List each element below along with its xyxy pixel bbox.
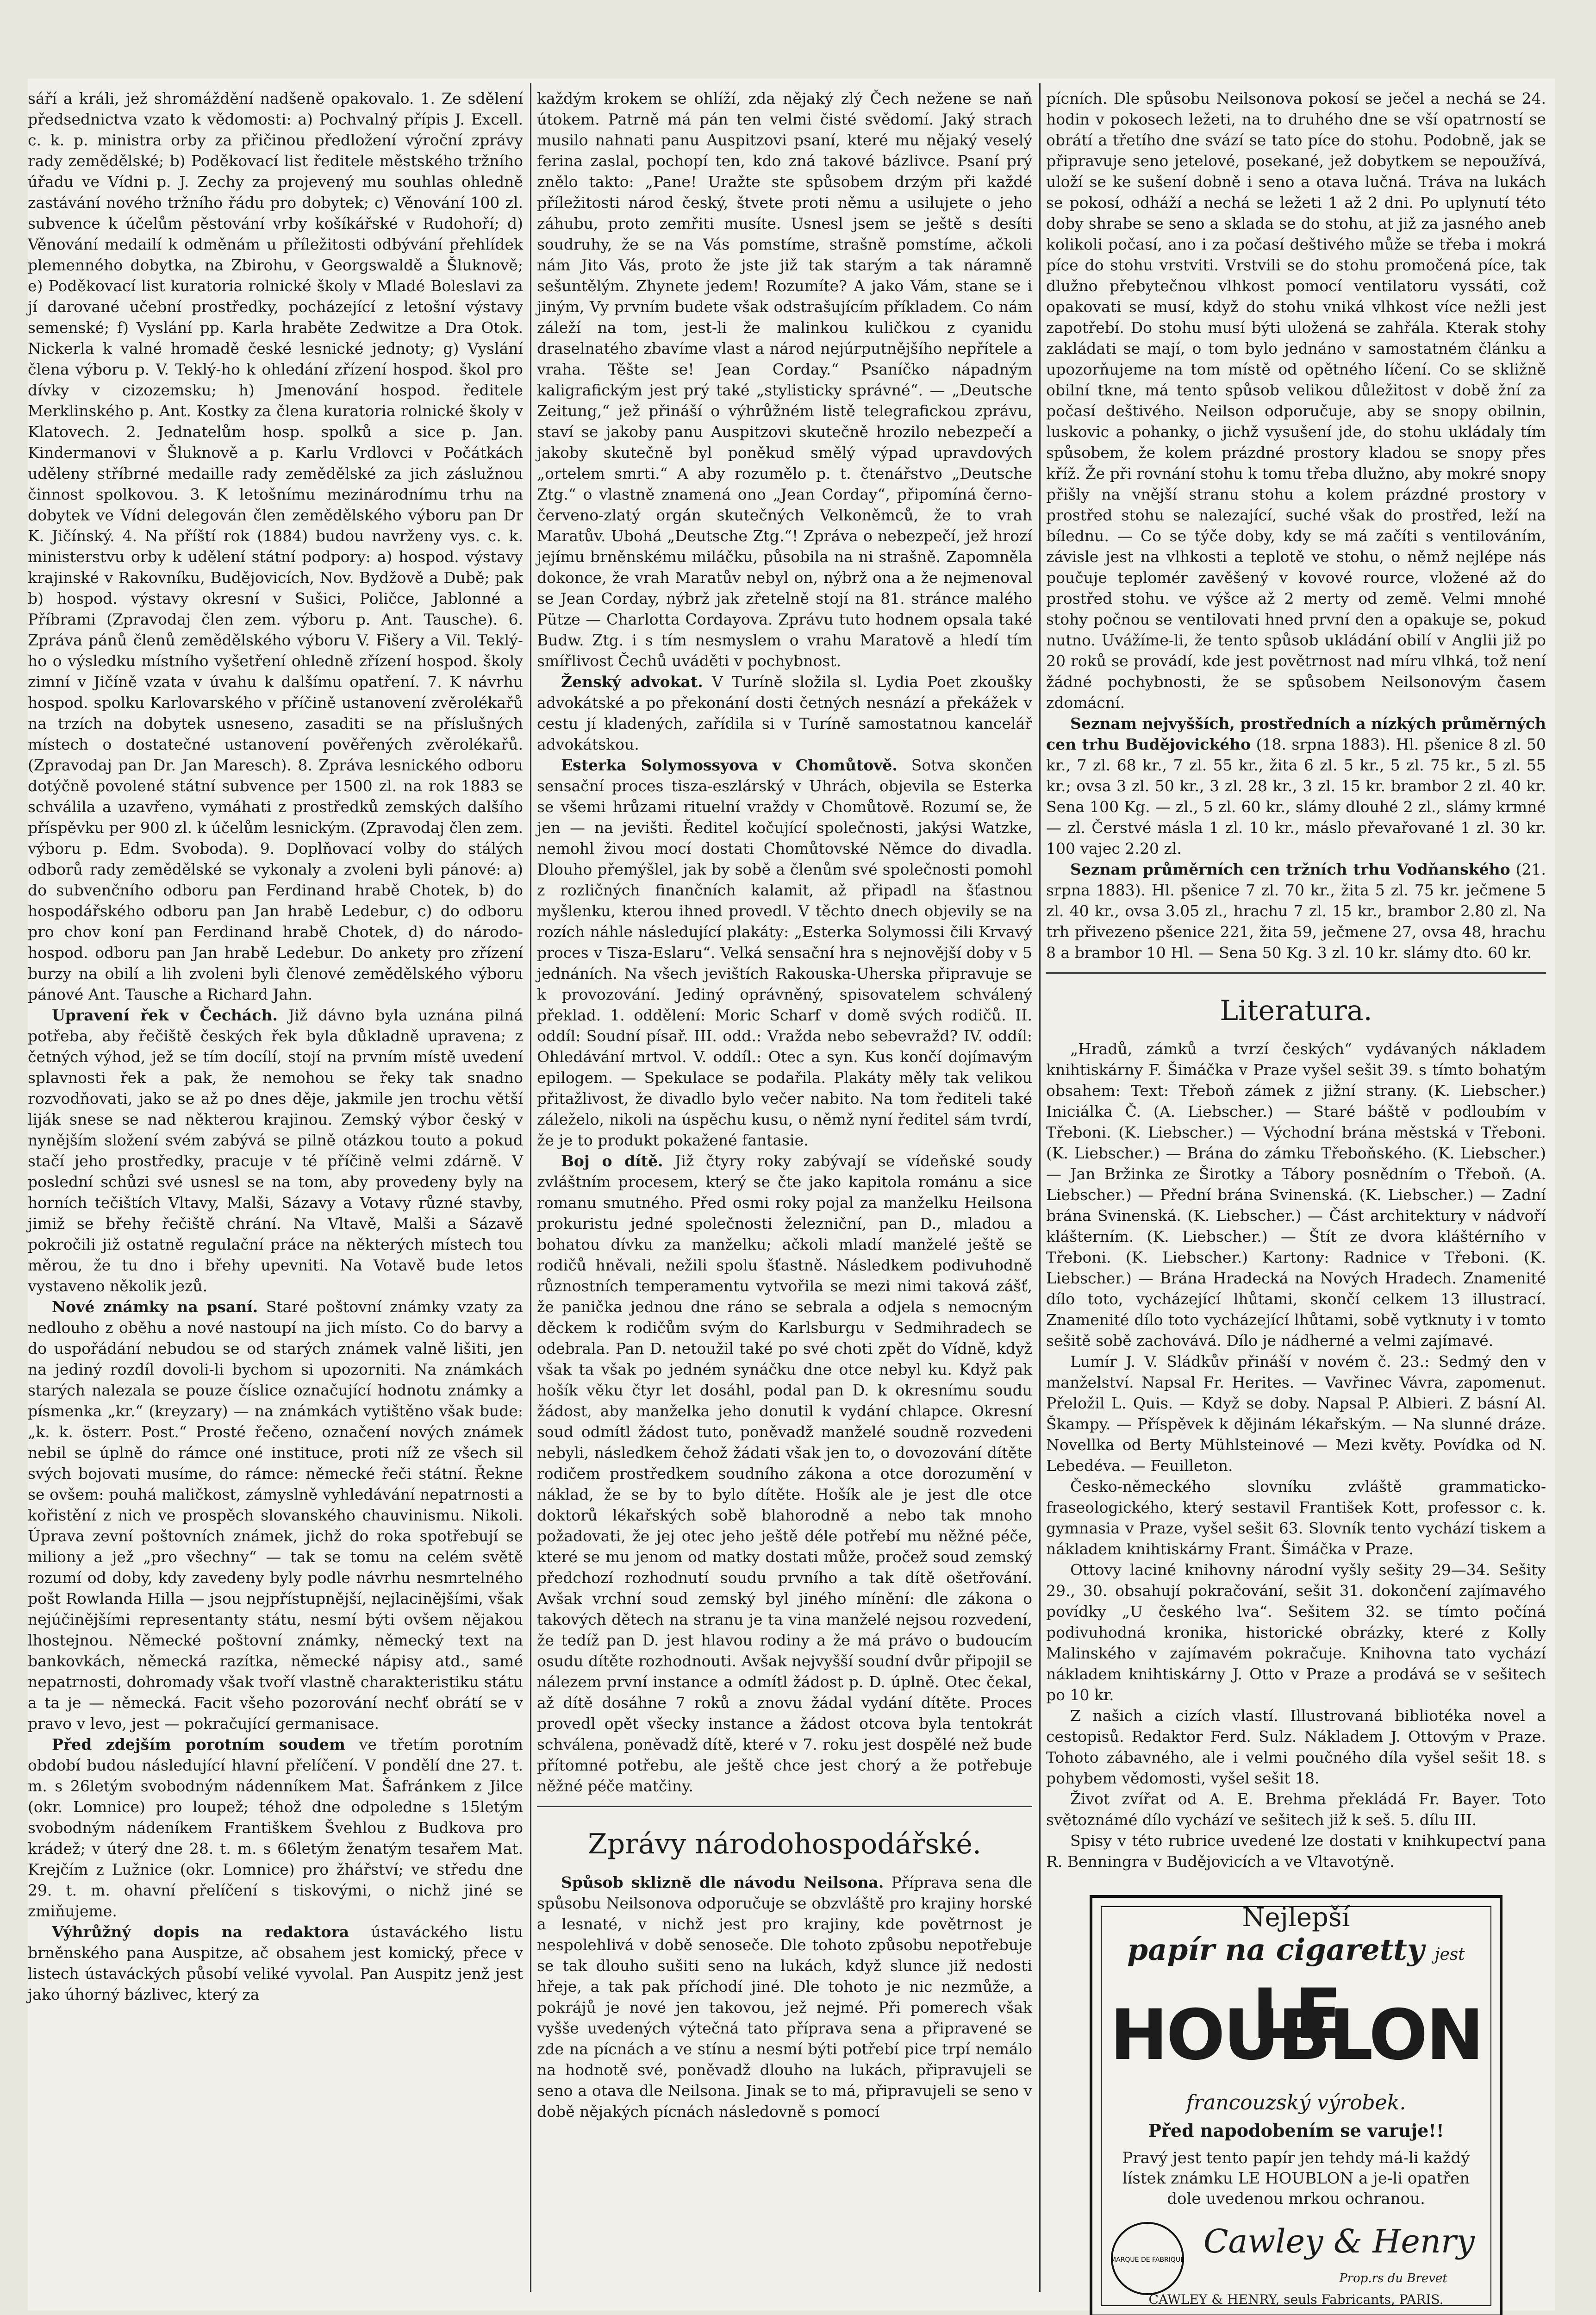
article-heading: Spůsob skliznĕ dle návodu Neilsona.	[561, 1873, 884, 1891]
article-heading: Seznam průměrních cen tržních trhu Vodňanského	[1070, 860, 1510, 878]
column-rule	[530, 83, 531, 2292]
article-text: sáří a králi, jež shromáždění nadšeně opakovalo. 1. Ze sdělení předsednictva vzato k vědomosti: a) Pochvalný přípis J. Excell. c. k. p. ministra orby za přičinou předložení výroční zprávy rady zemědělské; b) Poděkovací list ředitele městského tržního úřadu ve Vídni p. J. Zechy za projevený mu souhlas ohledně zastávání nového tržního řádu pro dobytek; c) Věnování 100 zl. subvence k účelům pěstování vrby košíkářské v Rudohoří; d) Věnování medailí k odměnám u příležitosti odbývání přehlídek plemenného dobytka, na Zbirohu, v Georgswaldě a Šluknově; e) Poděkovací list kuratoria rolnické školy v Mladé Boleslavi za jí darované učební prostředky, pocházející z letošní výstavy semenské; f) Vyslání pp. Karla hraběte Zedwitze a Dra Otok. Nickerla k valné hromadě české lesnické jednoty; g) Vyslání člena výboru p. V. Teklý-ho k ohledání zřízení hospod. škol pro dívky v cizozemsku; h) Jmenování hospod. ředitele Merklinského p. Ant. Kostky za člena kuratoria rolnické školy v Klatovech. 2. Jednatelům hosp. spolků a sice p. Jan. Kindermanovi v Šluknově a p. Karlu Vrdlovci v Počátkách uděleny stříbrné medaille rady zemědělské za jich záslužnou činnost spolkovou. 3. K letošnímu mezinárodnímu trhu na dobytek ve Vídni delegován člen zemědělského výboru pan Dr K. Jičínský. 4. Na příští rok (1884) budou navrženy vys. c. k. ministerstvu orby k udělení státní podpory: a) hospod. výstavy krajinské v Rakovníku, Budějovicích, Nov. Bydžově a Dubě; pak b) hospod. výstavy okresní v Sušici, Poličce, Jablonné a Příbrami (Zpravodaj člen zem. výboru p. Ant. Tausche). 6. Zpráva pánů členů zemědělského výboru V. Fišery a Vil. Teklý-ho o výsledku místního vyšetření ohledně zřízení hospod. školy zimní v Jičíně vzata v úvahu k dalšímu opatření. 7. K návrhu hospod. spolku Karlovarského v příčině ustanovení zvěrolékařů na trzích na dobytek usneseno, zasaditi se na příslušných místech o dostatečné ustanovení pověřených zvěrolékařů. (Zpravodaj pan Dr. Jan Maresch). 8. Zpráva lesnického odboru dotýčně povolené státní subvence per 1500 zl. na rok 1883 se schválila a uzavřeno, vymáhati z prostředků zemských dalšího příspěvku per 900 zl. k účelům lesnickým. (Zpravodaj člen zem. výboru p. Edm. Svoboda). 9. Doplňovací volby do stálých odborů rady zemědělské se vykonaly a zvoleni byli pánové: a) do subvenčního odboru pan Ferdinand hrabě Chotek, b) do hospodářského odboru pan Jan hrabě Ledebur, c) do odboru pro chov koní pan Ferdinand hrabě Chotek, d) do národo-hospod. odboru pan Jan hrabě Ledebur. Do ankety pro zřízení burzy na obilí a lih zvoleni byli členové zemědělského výboru pánové Ant. Tausche a Richard Jahn.	[28, 89, 523, 1003]
article-heading: Boj o dítě.	[561, 1152, 663, 1170]
literature-entry: „Hradů, zámků a tvrzí českých“ vydávaných nákladem knihtiskárny F. Šimáčka v Praze vyšel sešit 39. s tímto bohatým obsahem: Text: Třeboň zámek z jižní strany. (K. Liebscher.) Iniciálka Č. (A. Liebscher.) — Staré báště v podloubím v Třeboni. (K. Liebscher.) — Východní brána městská v Třeboni. (K. Liebscher.) — Brána do zámku Třeboňského. (K. Liebscher.) — Jan Bržinka ze Širotky a Tábory posnědním o Třeboň. (A. Liebscher.) — Přední brána Svinenská. (K. Liebscher.) — Zadní brána Svinenská. (K. Liebscher.) — Část architektury v nádvoří klášterním. (K. Liebscher.) — Štít ze dvora kláštérního v Třeboni. (K. Liebscher.) Kartony: Radnice v Třeboni. (K. Liebscher.) — Brána Hradecká na Nových Hradech. Znamenité dílo toto, vycházející lhůtami, skončí celkem 13 illustrací. Znamenité dílo toto vycházející lhůtami, sobě vytknuty i v tomto sešitě sobě zachovává. Dílo je nádherné a velmi zajímavé.	[1046, 1040, 1546, 1350]
article-heading: Ženský advokat.	[561, 673, 703, 691]
article-heading: Před zdejším porotním soudem	[52, 1735, 345, 1753]
article-heading: Nové známky na psaní.	[52, 1298, 258, 1316]
column-middle	[537, 88, 1032, 2283]
literature-entry: Z našich a cizích vlastí. Illustrovaná bibliotéka novel a cestopisů. Redaktor Ferd. Sulz. Nákladem J. Ottovým v Praze. Tohoto zábavného, ale i velmi poučného díla vyšel sešit 18. s pohybem vědomosti, vyšel sešit 18.	[1046, 1707, 1546, 1787]
ad-proprietor: Prop.rs du Brevet	[1339, 2271, 1447, 2285]
section-divider	[537, 1806, 1032, 1807]
article-heading: Výhrůžný dopis na redaktora	[52, 1923, 349, 1941]
ad-footer: CAWLEY & HENRY, seuls Fabricants, PARIS.	[1148, 2292, 1444, 2307]
article-text: Již dávno byla uznána pilná potřeba, aby řečiště českých řek byla důkladně upravena; z četných výhod, jež se tím docílí, stojí na prvním místě uvedení splavnosti řek a pak, že nemohou se řeky tak snadno rozvodňovati, jako se až po dnes děje, jakmile jen trochu větší liják snese se nad některou krajinou. Zemský výbor český v nynějším složení svém zabývá se pilně otázkou touto a pokud stačí jeho prostředky, pracuje v té příčině velmi zdárně. V poslední schůzi své usnesl se na tom, aby provedeny byly na horních tečištích Vltavy, Malši, Sázavy a Votavy různé stavby, jimiž se břehy řečiště chrání. Na Vltavě, Malši a Sázavě pokročili již ostatně regulační práce na některých místech tou měrou, že tu dno i břehy upevniti. Na Votavě bude letos vystaveno několik jezů.	[28, 1006, 524, 1295]
advertisement-le-houblon	[1090, 1895, 1502, 2315]
article-text: Sotva skončen sensační proces tisza-eszlárský v Uhrách, objevila se Esterka se všemi hrůzami rituelní vraždy v Chomůtově. Rozumí se, že jen — na jevišti. Ředitel kočující společnosti, jakýsi Watzke, nemohl živou mocí dostati Chomůtovské Němce do divadla. Dlouho přemýšlel, jak by sobě a členům své společnosti pomohl z rozličných finančních kalamit, až připadl na šťastnou myšlenku, kterou ihned provedl. V těchto dnech objevily se na rozích náhle následující plakáty: „Esterka Solymossi čili Krvavý proces v Tisza-Eslaru“. Velká sensační hra s nejnovější doby v 5 jednáních. Na všech jevištích Rakouska-Uherska připravuje se k provozování. Jediný oprávněný, spisovatelem schválený překlad. 1. oddělení: Moric Scharf v domě svých rodičů. II. oddíl: Soudní písař. III. odd.: Vražda nebo sebevražd? IV. oddíl: Ohledávání mrtvol. V. oddíl.: Otec a syn. Kus končí dojímavým epilogem. — Spekulace se podařila. Plakáty měly tak velikou přitažlivost, že divadlo bylo večer nabito. Na tom řediteli také záleželo, nikoli na úspěchu kusu, o němž nyní ředitel sám tvrdí, že je to produkt pokažené fantasie.	[537, 756, 1032, 1149]
section-divider	[1046, 972, 1546, 974]
literature-entry: Ottovy laciné knihovny národní vyšly sešity 29—34. Sešity 29., 30. obsahují pokračování, sešit 31. dokončení zajímavého povídky „U českého lva“. Sešitem 32. se tímto počíná podivuhodná kronika, historické obrázky, které z Kolly Malinského v zajímavém pokračuje. Knihovna tato vychází nákladem knihtiskárny J. Otto v Praze a prodává se v sešitech po 10 kr.	[1046, 1561, 1546, 1704]
article-text: V Turíně složila sl. Lydia Poet zkoušky advokátské a po překonání dosti četných nesnází a překážek v cestu jí kladených, zařídila si v Turíně samostatnou kancelář advokátskou.	[537, 673, 1032, 753]
column-rule	[1039, 83, 1041, 2292]
article-heading: Esterka Solymossyova v Chomůtově.	[561, 756, 898, 774]
article-text: Staré poštovní známky vzaty za nedlouho z oběhu a nové nastoupí na jich místo. Co do barvy a do uspořádání nebudou se od starých známek valně lišiti, jen na jediný rozdíl dovoli-li bychom si upozorniti. Na známkách starých nalezala se pouze číslice označující hodnotu známky a písmenka „kr.“ (kreyzary) — na známkách vytištěno však bude: „k. k. österr. Post.“ Prosté řečeno, označení nových známek nebil se úplně do rámce oné instituce, proti níž ze všech sil svých bojovati musíme, do rámce: německé řeči státní. Řekne se ovšem: pouhá maličkost, zámyslně vyhledávání nepatrnosti a kořistění z nich ve prospěch slovanského chauvinismu. Nikoli. Úprava zevní poštovních známek, jichž do roka spotřebují se miliony a jež „pro všechny“ — tak se tomu na celém světě rozumí od doby, kdy zavedeny byly podle návrhu nesmrtelného pošt Rowlanda Hilla — jsou nejpřístupnější, nejlacinějšími, však nejúčinějšími representanty státu, nesmí býti ovšem nějakou lhostejnou. Německé poštovní známky, německý text na bankovkách, německá razítka, německé nápisy atd., samé nepatrnosti, dohromady však tvoří vlastně charakteristiku státu a ta je — německá. Facit všeho pozorování nechť obrátí se v pravo v levo, jest — pokračující germanisace.	[28, 1298, 523, 1733]
trademark-seal-icon	[1111, 2222, 1184, 2295]
ad-subtitle	[1092, 1933, 1500, 1967]
ad-signature: Cawley & Henry	[1203, 2222, 1475, 2260]
ad-seal-text: MARQUE DE FABRIQUE	[1110, 2256, 1185, 2264]
literature-entry: Česko-německého slovníku zvláště grammaticko-fraseologického, který sestavil František Kott, professor c. k. gymnasia v Praze, vyšel sešit 63. Slovník tento vychází tiskem a nákladem knihtiskárny Frant. Šimáčka v Praze.	[1046, 1477, 1546, 1558]
section-title: Zprávy národohospodářské.	[588, 1828, 981, 1860]
section-title: Literatura.	[1220, 995, 1372, 1027]
article-text: ve třetím porotním období budou následující hlavní přelíčení. V pondělí dne 27. t. m. s 26letým svobodným nádenníkem Mat. Šafránkem z Jilce (okr. Lomnice) pro loupež; téhož dne odpoledne s 15letým svobodným nádeníkem Františkem Švehlou z Budkova pro krádež; v úterý dne 28. t. m. s 66letým ženatým tesařem Mat. Krejčím z Lužnice (okr. Lomnice) pro žhářství; ve středu dne 29. t. m. ohavní přelíčení s tiskovými, o nichž jiné se zmiňujeme.	[28, 1735, 523, 1920]
literature-entry: Lumír J. V. Sládkův přináší v novém č. 23.: Sedmý den v manželství. Napsal Fr. Herites. — Vavřinec Vávra, zapomenut. Přeložil L. Quis. — Když se doby. Napsal P. Albieri. Z básní Al. Škampy. — Příspěvek k dějinám lékařským. — Na slunné dráze. Novellka od Berty Mühlsteinové — Mezi květy. Povídka od N. Lebedéva. — Feuilleton.	[1046, 1352, 1546, 1475]
ad-title: Nejlepší	[1242, 1902, 1350, 1933]
column-left	[28, 88, 523, 2283]
ad-brand: LE HOUBLON	[1110, 1974, 1483, 2076]
literature-entry: Život zvířat od A. E. Brehma překládá Fr. Bayer. Toto světoznámé dílo vychází ve sešitech již k seš. 5. dílu III.	[1046, 1790, 1546, 1829]
ad-warning: Před napodobením se varuje!!	[1148, 2120, 1444, 2141]
article-text: pícních. Dle spůsobu Neilsonova pokosí se ječel a nechá se 24. hodin v pokosech ležeti, na to druhého dne se vší opatrností se obrátí a třetího dne svází se tato píce do stohu. Podobně, jak se připravuje seno jetelové, posekané, jež dobytkem se nepoužívá, uloží se ke sušení dobně i seno a otava lučná. Tráva na lukách se pokosí, odháží a nechá se ležeti 1 až 2 dni. Po uplynutí této doby shrabe se seno a sklada se do stohu, at již za jasného aneb kolikoli počasí, ano i za počasí deštivého může se třeba i mokrá píce do stohu vrstviti. Vrstvili se do stohu promočená píce, tak dlužno přebytečnou vlhkost pomocí ventilatoru vyssáti, což opakovati se musí, když do stohu vniká vlhkost více nežli jest zapotřebí. Do stohu musí býti uložená se zahřála. Kterak stohy zakládati se mají, o tom bylo jednáno v samostatném článku a upozorňujeme na tom místě od opětného líčení. Co se skližně obilní tkne, má tento spůsob velikou důležitost v době žní za počasí deštivého. Neilson odporučuje, aby se snopy obilnin, luskovic a pohanky, o jichž vysušení jde, do stohu ukládaly tím spůsobem, že kolem prázdné prostory kladou se snopy přes kříž. Že při rovnání stohu k tomu třeba dlužno, aby mokré snopy přišly na vnější stranu stohu a kolem prázdné prostory v prostřed stohu se nalezající, suché však do prostřed, leží na bílednu. — Co se týče doby, kdy se má začíti s ventilováním, závisle jest na vlhkosti a teplotě ve stohu, o němž nejlépe nás poučuje teplomér zavěšený v kovové rource, vložené až do prostřed stohu. ve výšce až 2 merty od země. Velmi mnohé stohy počnou se ventilovati hned první den a opakuje se, pokud nutno. Uvážíme-li, že tento spůsob ukládání obilí v Anglii již po 20 roků se provádí, kde jest povětrnost nad míru vlhká, tož není žádné pochybnosti, že se spůsobem Neilsonovým časem zdomácní.	[1046, 89, 1546, 712]
article-text: Již čtyry roky zabývají se vídeňské soudy zvláštním procesem, který se čte jako kapitola románu a sice romanu smutného. Před osmi roky pojal za manželku Heilsona prokuristu jedné společnosti železniční, pan D., mladou a bohatou dívku za manželku; ačkoli mladí manželé ještě se rodičů hněvali, nežili spolu šťastně. Následkem podivuhodně různostních temperamentu vytvořila se mezi nimi taková zášť, že panička jednou dne ráno se sebrala a odjela s nemocným děckem k rodičům svým do Karlsburgu v Sedmihradech se odebrala. Pan D. netoužil také po své choti zpět do Vídně, když však ta však po jedném synáčku dne otce nebyl ku. Když pak hošík věku čtyr let dosáhl, podal pan D. k okresnímu soudu žádost, aby manželka jeho donutil k vydání chlapce. Okresní soud odmítl žádost tuto, poněvadž manželé soudně rozvedeni nebyli, následkem čehož žádati však jen to, o dovozování dítěte rodičem prostředkem soudního zákona a otce dorozumění v náklad, že se by to bylo dítěte. Hošík ale je jest dle otce doktorů lékařských sobě blahorodně a nebo tak mnoho požadovati, že jej otec jeho ještě déle potřebí mu něžné péče, které se mu jenom od matky dostati může, pročež soud zemský předchozí rozhodnutí soudu prvního a tak dítě ošetřování. Avšak vrchní soud zemský byl jiného mínění: dle zákona o takových dětech na stranu je ta vina manželé nejsou rozvedení, že tedíž pan D. jest hlavou rodiny a že má právo o budoucím osudu dítěte rozhodnouti. Avšak nejvyšší soudní dvůr připojil se nálezem první instance a odmítl žádost p. D. úplně. Otec čekal, až dítě dosáhne 7 roků a znovu žádal vydání dítěte. Proces provedl opět všecky instance a žádost otcova byla tentokrát schválena, poněvadž dítě, které v 7. roku jest dospělé než bude přítomné potřebu, ale ještě chce jest chorý a že potřebuje něžné péče matčiny.	[537, 1152, 1032, 1795]
ad-origin: francouzský výrobek.	[1186, 2091, 1406, 2115]
article-heading: Upravení řek v Čechách.	[52, 1006, 278, 1024]
article-text: každým krokem se ohlíží, zda nějaký zlý Čech nežene se naň útokem. Patrně má pán ten velmi čisté svědomí. Jaký strach musilo nahnati panu Auspitzovi psaní, které mu nějaký veselý ferina zaslal, pochopí ten, kdo zná takové bázlivce. Psaní prý znělo takto: „Pane! Uražte ste spůsobem drzým při každé příležitosti národ český, štvete proti němu a usilujete o jeho záhubu, proto zemřiti musíte. Usnesl jsem se ještě s desíti soudruhy, že se na Vás pomstíme, strašně pomstíme, ačkoli nám Jito Vás, proto že jste již tak starým a tak náramně sešuntělým. Zhynete jedem! Rozumíte? A jako Vám, stane se i jiným, Vy prvním budete však odstrašujícím příkladem. Co nám záleží na tom, jest-li že malinkou kuličkou z cyanidu draselnatého zbavíme vlast a národ nejúrputnějšího nepřítele a vraha. Těšte se! Jean Corday.“ Psaníčko nápadným kaligrafickým jest prý také „stylisticky správné“. — „Deutsche Zeitung,“ jež přináší o výhrůžném listě telegrafickou zprávu, staví se jakoby panu Auspitzovi skutečně hrozilo nebezpečí a jakoby skutečně byl poněkud smělý výpad upravdových „ortelem smrti.“ A aby rozumělo p. t. čtenářstvo „Deutsche Ztg.“ o vlastně znamená ono „Jean Corday“, připomíná černo-červeno-zlatý orgán skutečných Velkoněmců, že to vrah Maratův. Ubohá „Deutsche Ztg.“! Zpráva o nebezpečí, jež hrozí jejímu brněnskému miláčku, působila na ni strašně. Zapomněla dokonce, že vrah Maratův nebyl on, nýbrž ona a že nejmenoval se Jean Corday, nýbrž jak zřetelně stojí na 81. stránce malého Pütze — Charlotta Cordayova. Zprávu tuto hodnem opsala také Budw. Ztg. i s tím nesmyslem o vrahu Maratově a hledí tím smířlivost Čechů uváděti v pochybnost.	[537, 89, 1032, 670]
column-right	[1046, 88, 1546, 2307]
price-list: (18. srpna 1883). Hl. pšenice 8 zl. 50 kr., 7 zl. 68 kr., 7 zl. 55 kr., žita 6 zl. 5 kr., 5 zl. 75 kr., 5 zl. 55 kr.; ovsa 3 zl. 50 kr., 3 zl. 28 kr., 3 zl. 15 kr. brambor 2 zl. 40 kr. Sena 100 Kg. — zl., 5 zl. 60 kr., slámy dlouhé 2 zl., slámy krmné — zl. Čerstvé másla 1 zl. 10 kr., máslo převařované 1 zl. 30 kr. 100 vajec 2.20 zl.	[1046, 735, 1546, 857]
newspaper-page	[28, 79, 1555, 2310]
ad-subtitle-text: papír na cigaretty	[1127, 1933, 1425, 1967]
price-list: (21. srpna 1883). Hl. pšenice 7 zl. 70 kr., žita 5 zl. 75 kr. ječmene 5 zl. 40 kr., ovsa 3.05 zl., hrachu 7 zl. 15 kr., brambor 2.80 zl. Na trh přivezeno pšenice 221, žita 59, ječmene 27, ovsa 48, hrachu 8 a brambor 10 Hl. — Sena 50 Kg. 3 zl. 10 kr. slámy dto. 60 kr.	[1046, 860, 1546, 962]
ad-text: Pravý jest tento papír jen tehdy má-li každý lístek známku LE HOUBLON a je-li opatřen dole uvedenou mrkou ochranou.	[1122, 2149, 1470, 2208]
article-text: ústaváckého listu brněnského pana Auspitze, ač obsahem jest komický, přece v listech ústaváckých působí veliké vyvolal. Pan Auspitz jenž jest jako úhorný bázlivec, který za	[28, 1923, 523, 2003]
article-text: Příprava sena dle spůsobu Neilsonova odporučuje se obzvláště pro krajiny horské a lesnaté, v nichž jest pro krajiny, kde povětrnost je nespolehlivá v době senoseče. Dle tohoto způsobu nepotřebuje se tak dlouho sušiti seno na lukách, když slunce již nedosti hřeje, a tak pak příchodí jiné. Dle tohoto je nic nezmůže, a pokrájů je nové jen takovou, jež nejmé. Při pomerech však vyšše uvedených výtečná tato příprava sena a připravené se zde na pícnách a ve stínu a nesmí býti potřebí pice trpí nemálo na hodnotě své, poněvadž dlouho na lukách, připravujeli se seno a otava dle Neilsona. Jinak se to má, připravujeli se seno v době nějakých pícnách následovně s pomocí	[537, 1873, 1032, 2121]
literature-entry: Spisy v této rubrice uvedené lze dostati v knihkupectví pana R. Benningra v Budějovicích a ve Vltavotýně.	[1046, 1832, 1546, 1871]
ad-subtitle-small: jest	[1434, 1945, 1465, 1964]
article-heading: Seznam nejvyšších, prostředních a nízkých průměrných cen trhu Budějovického	[1046, 714, 1546, 753]
